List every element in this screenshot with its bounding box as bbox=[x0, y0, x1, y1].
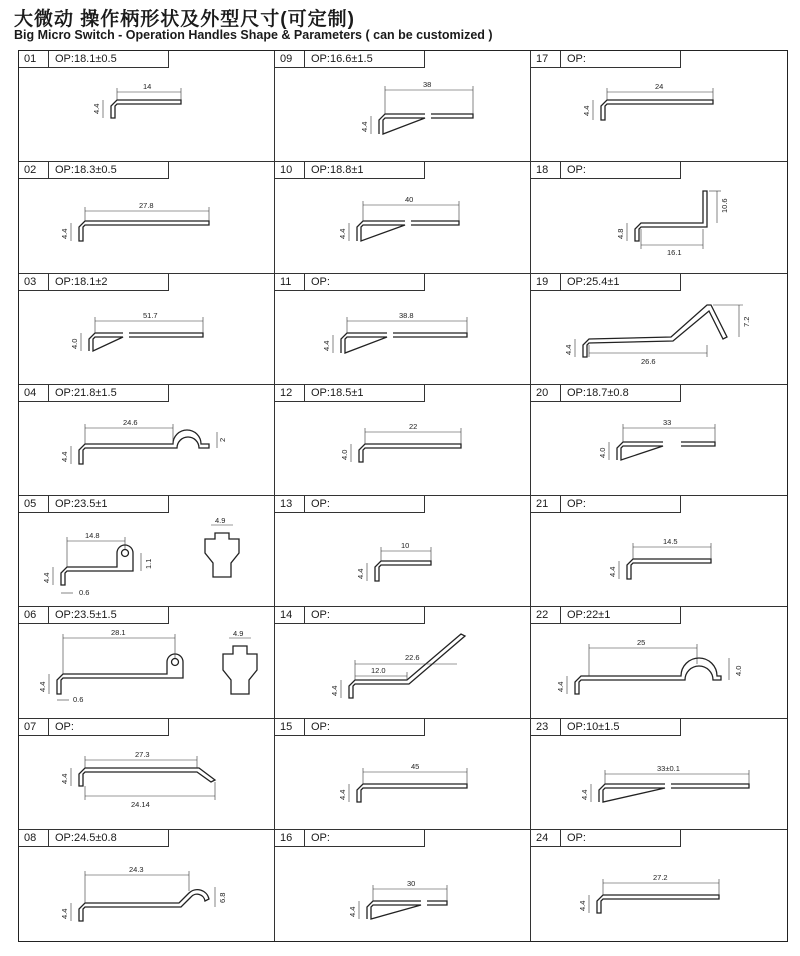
handle-cell-14 bbox=[275, 607, 531, 718]
cell-label bbox=[275, 162, 425, 179]
handle-drawing-22 bbox=[531, 624, 787, 718]
cell-label bbox=[275, 274, 425, 291]
handle-drawing-24 bbox=[531, 847, 787, 941]
handle-cell-03 bbox=[19, 274, 275, 385]
cell-op-value: OP:18.5±1 bbox=[305, 385, 425, 402]
handle-cell-04 bbox=[19, 385, 275, 496]
length2-dimension: 12.0 bbox=[371, 666, 386, 676]
cell-op-value: OP:23.5±1 bbox=[49, 496, 169, 513]
cell-number: 08 bbox=[19, 830, 49, 847]
cell-op-value: OP:16.6±1.5 bbox=[305, 51, 425, 68]
length-dimension: 14.5 bbox=[663, 537, 678, 546]
cell-number: 15 bbox=[275, 719, 305, 736]
height-dimension: 4.4 bbox=[38, 681, 47, 693]
cell-op-value: OP:25.4±1 bbox=[561, 274, 681, 291]
handle-cell-01 bbox=[19, 51, 275, 162]
cell-number: 23 bbox=[531, 719, 561, 736]
handle-cell-05 bbox=[19, 496, 275, 607]
cell-label bbox=[19, 607, 169, 624]
cell-number: 03 bbox=[19, 274, 49, 291]
cell-op-value: OP:18.3±0.5 bbox=[49, 162, 169, 179]
width-dimension: 4.9 bbox=[215, 516, 226, 525]
length-dimension: 28.1 bbox=[111, 628, 126, 638]
length-dimension: 26.6 bbox=[641, 356, 656, 366]
height-dimension: 4.0 bbox=[598, 447, 607, 458]
cell-op-value: OP: bbox=[305, 719, 425, 736]
cell-label bbox=[19, 162, 169, 179]
handle-cell-02 bbox=[19, 162, 275, 273]
cell-op-value: OP:22±1 bbox=[561, 607, 681, 624]
cell-number: 16 bbox=[275, 830, 305, 847]
cell-label bbox=[531, 830, 681, 847]
height-dimension: 4.4 bbox=[556, 681, 565, 693]
height-dimension: 4.4 bbox=[356, 568, 365, 579]
rise-dimension: 4.0 bbox=[734, 665, 743, 677]
gap-dimension: 0.6 bbox=[73, 695, 84, 705]
length-dimension: 27.2 bbox=[653, 872, 668, 882]
cell-op-value: OP:18.7±0.8 bbox=[561, 385, 681, 402]
height-dimension: 4.4 bbox=[360, 121, 369, 132]
cell-label bbox=[275, 719, 425, 736]
cell-number: 06 bbox=[19, 607, 49, 624]
length-dimension: 33±0.1 bbox=[657, 763, 680, 773]
cell-op-value: OP: bbox=[561, 830, 681, 847]
cell-number: 18 bbox=[531, 162, 561, 179]
height-dimension: 4.4 bbox=[322, 340, 331, 351]
height-dimension: 4.4 bbox=[42, 572, 51, 583]
cell-label bbox=[275, 607, 425, 624]
height-dimension: 4.4 bbox=[338, 228, 347, 240]
handle-drawing-12 bbox=[275, 402, 531, 496]
length-dimension: 14 bbox=[143, 82, 152, 91]
handle-cell-07 bbox=[19, 719, 275, 830]
handle-drawing-21 bbox=[531, 513, 787, 607]
height-dimension: 4.4 bbox=[60, 908, 69, 919]
rise-dimension: 1.1 bbox=[144, 558, 153, 569]
cell-number: 01 bbox=[19, 51, 49, 68]
rise-dimension: 10.6 bbox=[720, 198, 729, 214]
handle-drawing-04 bbox=[19, 402, 275, 496]
rise-dimension: 7.2 bbox=[742, 316, 751, 327]
cell-op-value: OP: bbox=[561, 496, 681, 513]
rise-dimension: 6.8 bbox=[218, 892, 227, 903]
handle-cell-08 bbox=[19, 830, 275, 941]
handle-drawing-02 bbox=[19, 179, 275, 273]
length-dimension: 10 bbox=[401, 541, 410, 550]
rise-dimension: 2 bbox=[218, 437, 227, 442]
cell-label bbox=[275, 51, 425, 68]
height-dimension: 4.4 bbox=[60, 451, 69, 462]
cell-op-value: OP:18.8±1 bbox=[305, 162, 425, 179]
handle-cell-19 bbox=[531, 274, 787, 385]
cell-label bbox=[531, 274, 681, 291]
cell-label bbox=[19, 719, 169, 736]
cell-number: 14 bbox=[275, 607, 305, 624]
cell-op-value: OP:24.5±0.8 bbox=[49, 830, 169, 847]
cell-op-value: OP: bbox=[49, 719, 169, 736]
height-dimension: 4.4 bbox=[578, 900, 587, 911]
handle-drawing-18 bbox=[531, 179, 787, 273]
handle-cell-18 bbox=[531, 162, 787, 273]
cell-number: 02 bbox=[19, 162, 49, 179]
length-dimension: 27.3 bbox=[135, 749, 150, 759]
cell-number: 05 bbox=[19, 496, 49, 513]
cell-number: 22 bbox=[531, 607, 561, 624]
handle-cell-12 bbox=[275, 385, 531, 496]
height-dimension: 4.4 bbox=[580, 789, 589, 800]
handle-drawing-03 bbox=[19, 291, 275, 385]
cell-number: 19 bbox=[531, 274, 561, 291]
cell-number: 20 bbox=[531, 385, 561, 402]
cell-label bbox=[19, 496, 169, 513]
handle-drawing-19 bbox=[531, 291, 787, 385]
length-dimension: 33 bbox=[663, 417, 672, 427]
handles-table bbox=[18, 50, 788, 942]
handle-cell-11 bbox=[275, 274, 531, 385]
handle-drawing-15 bbox=[275, 736, 531, 830]
length-dimension: 24 bbox=[655, 82, 664, 91]
handle-drawing-08 bbox=[19, 847, 275, 941]
cell-op-value: OP: bbox=[561, 51, 681, 68]
handle-drawing-11 bbox=[275, 291, 531, 385]
handle-drawing-06 bbox=[19, 624, 275, 718]
length-dimension: 40 bbox=[405, 195, 414, 205]
height-dimension: 4.4 bbox=[348, 906, 357, 917]
cell-label bbox=[275, 830, 425, 847]
height-dimension: 4.0 bbox=[70, 338, 79, 349]
cell-number: 12 bbox=[275, 385, 305, 402]
handle-cell-21 bbox=[531, 496, 787, 607]
height-dimension: 4.8 bbox=[616, 228, 625, 240]
handle-drawing-13 bbox=[275, 513, 531, 607]
length-dimension: 45 bbox=[411, 761, 420, 771]
height-dimension: 4.0 bbox=[340, 449, 349, 460]
cell-label bbox=[19, 51, 169, 68]
cell-op-value: OP: bbox=[305, 496, 425, 513]
handle-cell-17 bbox=[531, 51, 787, 162]
handle-cell-06 bbox=[19, 607, 275, 718]
cell-op-value: OP:21.8±1.5 bbox=[49, 385, 169, 402]
height-dimension: 4.4 bbox=[582, 105, 591, 116]
cell-label bbox=[531, 496, 681, 513]
cell-label bbox=[531, 51, 681, 68]
height-dimension: 4.4 bbox=[60, 228, 69, 240]
cell-op-value: OP: bbox=[305, 830, 425, 847]
height-dimension: 4.4 bbox=[330, 685, 339, 697]
cell-number: 11 bbox=[275, 274, 305, 291]
handle-cell-10 bbox=[275, 162, 531, 273]
cell-op-value: OP:10±1.5 bbox=[561, 719, 681, 736]
handle-cell-13 bbox=[275, 496, 531, 607]
handle-drawing-14 bbox=[275, 624, 531, 718]
cell-number: 24 bbox=[531, 830, 561, 847]
length-dimension: 22.6 bbox=[405, 653, 420, 663]
cell-number: 10 bbox=[275, 162, 305, 179]
handle-cell-22 bbox=[531, 607, 787, 718]
handle-cell-20 bbox=[531, 385, 787, 496]
cell-label bbox=[275, 385, 425, 402]
length-dimension: 24.3 bbox=[129, 864, 144, 874]
length-dimension: 30 bbox=[407, 878, 416, 888]
length-dimension: 38 bbox=[423, 80, 432, 89]
cell-label bbox=[19, 385, 169, 402]
handle-drawing-05 bbox=[19, 513, 275, 607]
height-dimension: 4.4 bbox=[92, 103, 101, 114]
height-dimension: 4.4 bbox=[564, 344, 573, 355]
cell-label bbox=[531, 162, 681, 179]
handle-drawing-07 bbox=[19, 736, 275, 830]
length-dimension: 16.1 bbox=[667, 248, 682, 258]
gap-dimension: 0.6 bbox=[79, 588, 90, 597]
length-dimension: 24.6 bbox=[123, 417, 138, 427]
handle-drawing-17 bbox=[531, 68, 787, 162]
length-dimension: 14.8 bbox=[85, 531, 100, 540]
cell-label bbox=[275, 496, 425, 513]
handle-drawing-09 bbox=[275, 68, 531, 162]
page-subtitle: Big Micro Switch - Operation Handles Shape & Parameters ( can be customized ) bbox=[14, 28, 493, 42]
cell-number: 17 bbox=[531, 51, 561, 68]
cell-op-value: OP:23.5±1.5 bbox=[49, 607, 169, 624]
cell-op-value: OP: bbox=[561, 162, 681, 179]
length2-dimension: 24.14 bbox=[131, 799, 150, 809]
length-dimension: 27.8 bbox=[139, 201, 154, 211]
height-dimension: 4.4 bbox=[60, 773, 69, 784]
cell-op-value: OP: bbox=[305, 607, 425, 624]
cell-op-value: OP: bbox=[305, 274, 425, 291]
cell-number: 04 bbox=[19, 385, 49, 402]
cell-number: 09 bbox=[275, 51, 305, 68]
length-dimension: 38.8 bbox=[399, 310, 414, 320]
handle-cell-24 bbox=[531, 830, 787, 941]
length-dimension: 51.7 bbox=[143, 310, 158, 320]
handle-drawing-23 bbox=[531, 736, 787, 830]
cell-label bbox=[531, 719, 681, 736]
height-dimension: 4.4 bbox=[338, 789, 347, 800]
handle-drawing-16 bbox=[275, 847, 531, 941]
handle-drawing-01 bbox=[19, 68, 275, 162]
handle-cell-16 bbox=[275, 830, 531, 941]
width-dimension: 4.9 bbox=[233, 629, 244, 639]
cell-number: 07 bbox=[19, 719, 49, 736]
page-title: 大微动 操作柄形状及外型尺寸(可定制) bbox=[14, 9, 355, 30]
handle-cell-23 bbox=[531, 719, 787, 830]
height-dimension: 4.4 bbox=[608, 566, 617, 577]
handle-cell-09 bbox=[275, 51, 531, 162]
cell-op-value: OP:18.1±0.5 bbox=[49, 51, 169, 68]
length-dimension: 22 bbox=[409, 421, 418, 431]
cell-label bbox=[531, 385, 681, 402]
handle-drawing-20 bbox=[531, 402, 787, 496]
cell-number: 13 bbox=[275, 496, 305, 513]
cell-op-value: OP:18.1±2 bbox=[49, 274, 169, 291]
handle-drawing-10 bbox=[275, 179, 531, 273]
cell-label bbox=[531, 607, 681, 624]
cell-number: 21 bbox=[531, 496, 561, 513]
handle-cell-15 bbox=[275, 719, 531, 830]
cell-label bbox=[19, 830, 169, 847]
cell-label bbox=[19, 274, 169, 291]
length-dimension: 25 bbox=[637, 638, 646, 648]
